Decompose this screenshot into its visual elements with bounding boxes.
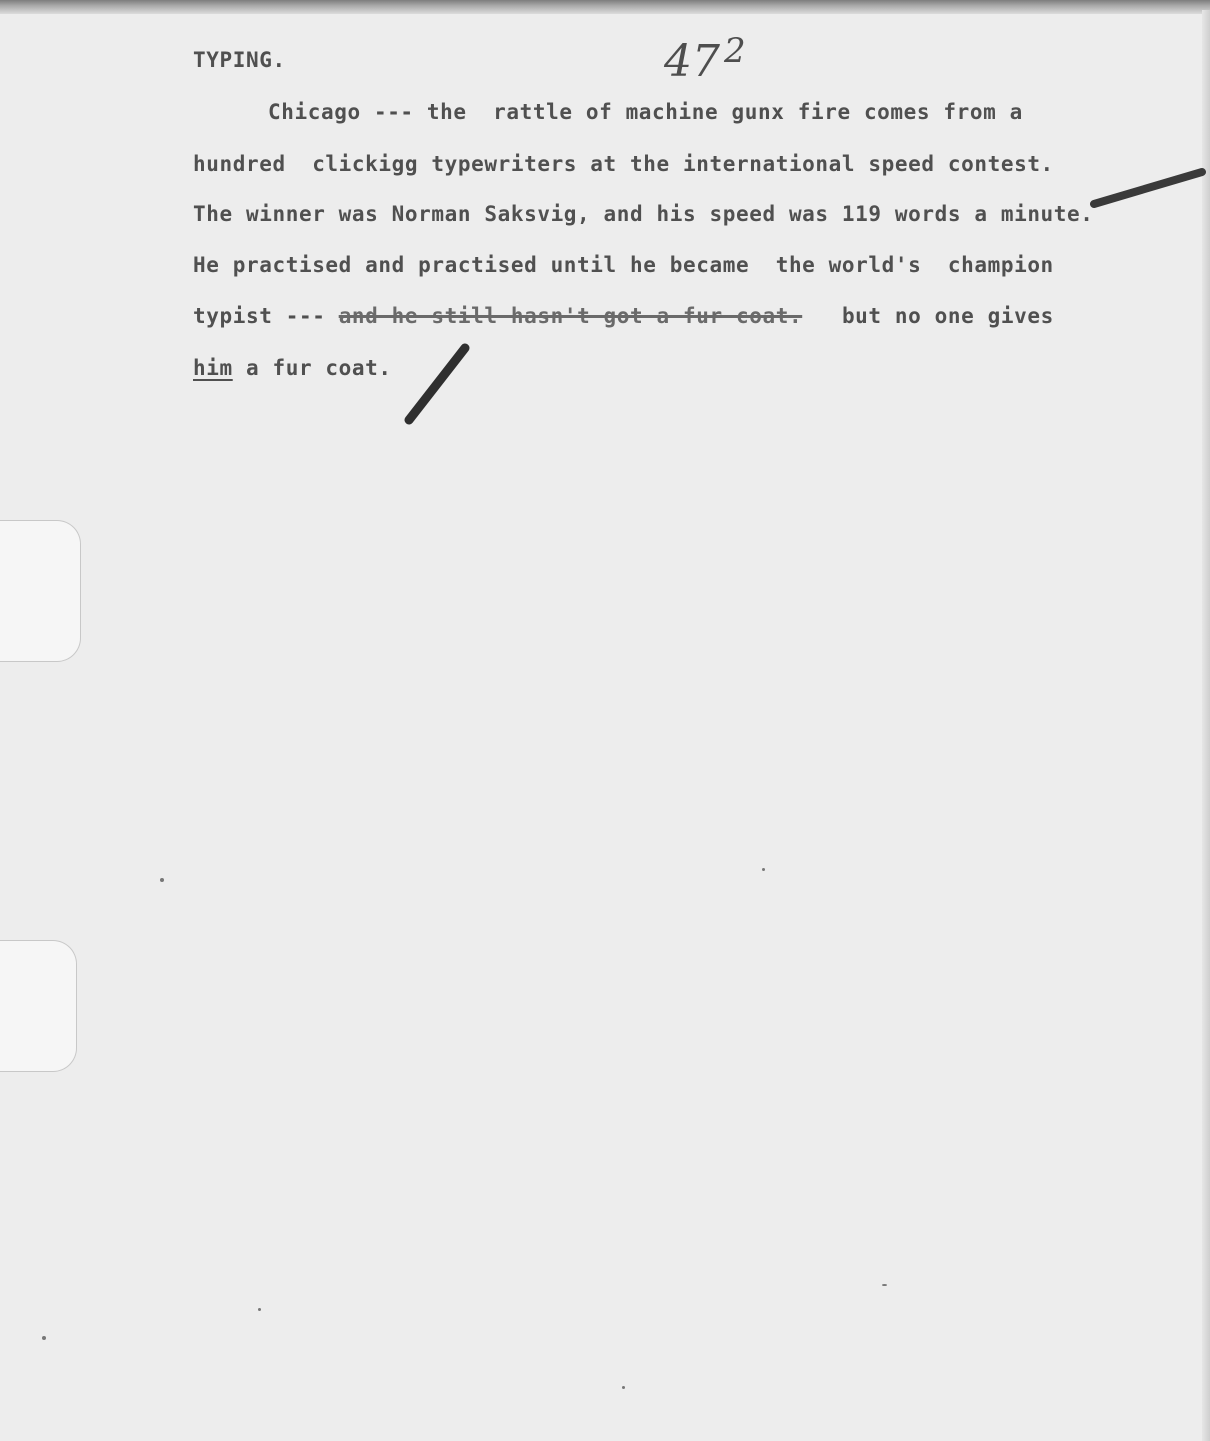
paper-speck bbox=[622, 1386, 625, 1389]
text-line-6 bbox=[193, 356, 392, 380]
text-line-5-end: but no one gives bbox=[841, 304, 1054, 328]
page-right-edge bbox=[1202, 10, 1210, 1441]
text-line-1: Chicago --- the rattle of machine gunx fire comes from a bbox=[268, 100, 1023, 124]
text-line-4: He practised and practised until he became the world's champion bbox=[193, 253, 1054, 277]
text-line-2: hundred clickigg typewriters at the international speed contest. bbox=[193, 152, 1054, 176]
paper-speck bbox=[160, 878, 164, 882]
paper-speck bbox=[258, 1308, 261, 1311]
text-line-5 bbox=[193, 304, 1054, 328]
paper-tab-lower bbox=[0, 940, 77, 1072]
paper-speck bbox=[42, 1336, 46, 1340]
page-top-edge bbox=[0, 0, 1210, 14]
page-number-suffix: 2 bbox=[724, 31, 746, 71]
underlined-word: him bbox=[193, 356, 233, 380]
paper-tab-upper bbox=[0, 520, 81, 662]
document-heading: TYPING. bbox=[193, 48, 286, 72]
struck-out-text: and he still hasn't got a fur coat. bbox=[338, 304, 803, 328]
handwritten-page-number bbox=[664, 31, 746, 87]
pen-slash-mark bbox=[395, 340, 475, 430]
pen-mark-contest bbox=[1090, 160, 1210, 210]
page-number-main: 47 bbox=[664, 36, 720, 87]
paper-speck bbox=[882, 1284, 887, 1286]
paper-speck bbox=[762, 868, 765, 871]
text-line-6-rest: a fur coat. bbox=[232, 356, 392, 380]
text-line-3: The winner was Norman Saksvig, and his speed was 119 words a minute. bbox=[193, 202, 1094, 226]
text-line-5-start: typist --- bbox=[193, 304, 326, 328]
